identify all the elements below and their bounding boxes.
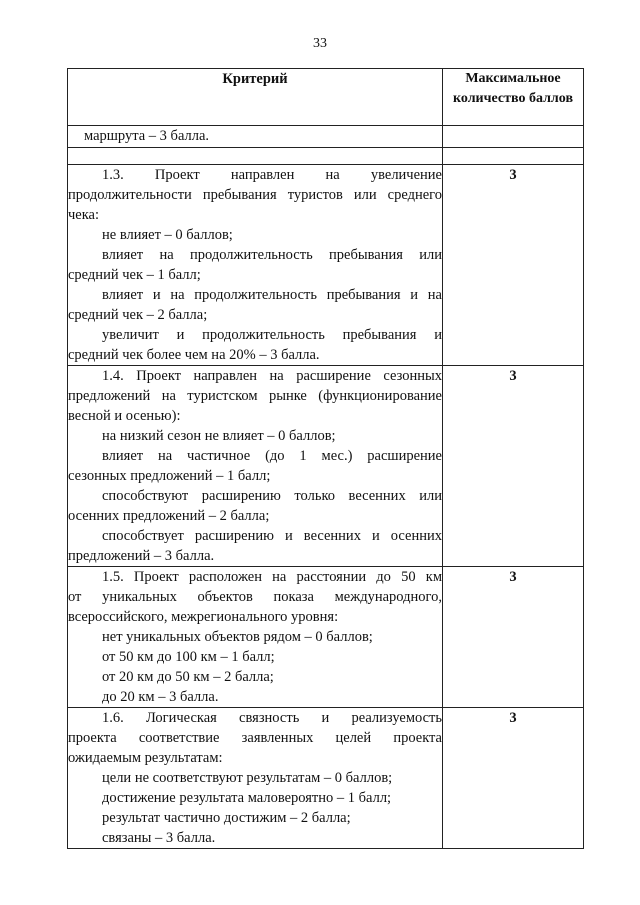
criterion-title-line: продолжительности пребывания туристов или среднего	[68, 187, 442, 203]
page-number: 33	[313, 36, 327, 51]
criterion-option-line: влияет на продолжительность пребывания или	[102, 247, 442, 263]
criterion-option-line: до 20 км – 3 балла.	[102, 689, 219, 705]
criterion-title-line: 1.5. Проект расположен на расстоянии до 50 км	[102, 569, 442, 585]
score-cell	[443, 708, 584, 849]
criterion-title-line: от уникальных объектов показа международного,	[68, 589, 442, 605]
continuation-row	[68, 126, 584, 148]
score-cell	[443, 165, 584, 366]
criterion-option-line: влияет и на продолжительность пребывания и на	[102, 287, 442, 303]
criterion-option-line: не влияет – 0 баллов;	[102, 227, 233, 243]
criterion-option-line: цели не соответствуют результатам – 0 баллов;	[102, 770, 393, 786]
criterion-row	[68, 708, 584, 849]
max-score-value: 3	[509, 710, 517, 726]
criterion-title-line: проекта соответствие заявленных целей проекта	[68, 730, 442, 746]
criterion-row	[68, 366, 584, 567]
criterion-option-line: осенних предложений – 2 балла;	[68, 508, 270, 524]
criterion-cell	[68, 708, 443, 849]
criterion-option-line: увеличит и продолжительность пребывания и	[102, 327, 442, 343]
max-score-header: Максимальное количество баллов	[443, 69, 584, 126]
criterion-option-line: средний чек – 1 балл;	[68, 267, 201, 283]
criterion-option-line: от 20 км до 50 км – 2 балла;	[102, 669, 274, 685]
continuation-text: маршрута – 3 балла.	[84, 128, 210, 144]
criterion-option-line: средний чек более чем на 20% – 3 балла.	[68, 347, 320, 363]
criterion-option-line: средний чек – 2 балла;	[68, 307, 208, 323]
criterion-option-line: способствует расширению и весенних и осенних	[102, 528, 442, 544]
criterion-option-line: на низкий сезон не влияет – 0 баллов;	[102, 428, 336, 444]
criterion-option-line: предложений – 3 балла.	[68, 548, 215, 564]
criterion-title-line: 1.6. Логическая связность и реализуемость	[102, 710, 442, 726]
criterion-option-line: нет уникальных объектов рядом – 0 баллов;	[102, 629, 373, 645]
score-cell	[443, 366, 584, 567]
criterion-title-line: весной и осенью):	[68, 408, 181, 424]
criterion-option-line: достижение результата маловероятно – 1 балл;	[102, 790, 392, 806]
criterion-option-line: результат частично достижим – 2 балла;	[102, 810, 351, 826]
criterion-option-line: от 50 км до 100 км – 1 балл;	[102, 649, 275, 665]
criterion-option-line: способствуют расширению только весенних или	[102, 488, 442, 504]
criterion-option-line: связаны – 3 балла.	[102, 830, 216, 846]
max-score-value: 3	[509, 167, 517, 183]
criterion-title-line: чека:	[68, 207, 100, 223]
criterion-title-line: предложений на туристском рынке (функционирование	[68, 388, 442, 404]
criterion-option-line: сезонных предложений – 1 балл;	[68, 468, 271, 484]
criterion-title-line: 1.4. Проект направлен на расширение сезонных	[102, 368, 442, 384]
criterion-title-line: всероссийского, межрегионального уровня:	[68, 609, 339, 625]
criterion-title-line: 1.3. Проект направлен на увеличение	[102, 167, 442, 183]
criterion-option-line: влияет на частичное (до 1 мес.) расширение	[102, 448, 442, 464]
criterion-cell	[68, 366, 443, 567]
criterion-row	[68, 567, 584, 708]
criteria-table	[67, 68, 584, 849]
score-cell	[443, 567, 584, 708]
criterion-cell	[68, 567, 443, 708]
criterion-cell	[68, 165, 443, 366]
criterion-title-line: ожидаемым результатам:	[68, 750, 223, 766]
spacer-row	[68, 148, 584, 165]
max-score-value: 3	[509, 368, 517, 384]
criterion-row	[68, 165, 584, 366]
criterion-header: Критерий	[68, 69, 443, 126]
table-header-row	[68, 69, 584, 126]
max-score-value: 3	[509, 569, 517, 585]
